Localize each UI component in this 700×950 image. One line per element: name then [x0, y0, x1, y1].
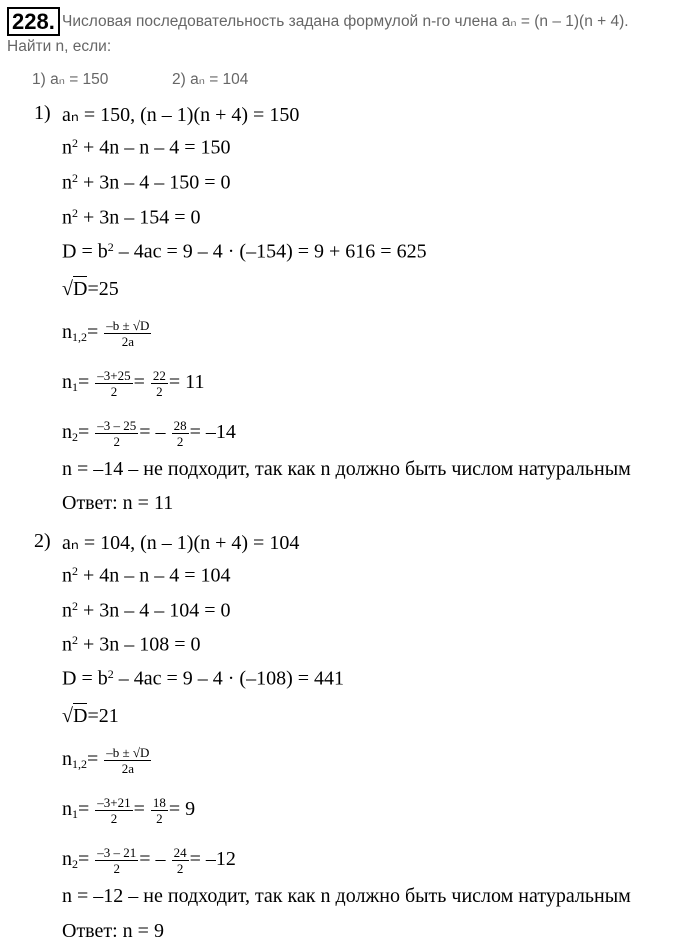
- part2-roots-formula: $n_{1,2}=$ $\frac{-b \pm √D}{2a}$: [62, 745, 150, 776]
- formula-fraction: $\frac{-b \pm √D}{2a}$: [106, 318, 150, 349]
- part2-reject-note: n = –12 – не подходит, так как n должно быть числом натуральным: [62, 885, 631, 907]
- part1-discriminant: $D = b^2 - 4ac = 9 - 4 \cdot (-154) = 9 + 616 = 625$: [62, 240, 427, 263]
- part1-line-simplify: $n^2 + 3n - 4 - 150 = 0$: [62, 171, 231, 194]
- problem-number: 228.: [7, 7, 60, 36]
- part2-line-expand: $n^2 + 4n - n - 4 = 104$: [62, 564, 231, 587]
- part1-answer: Ответ: n = 11: [62, 492, 174, 514]
- problem-option-2: 2) aₙ = 104: [172, 71, 249, 88]
- part2-sqrt-discriminant: √D=21: [62, 705, 119, 727]
- part1-sqrt-discriminant: √D=25: [62, 278, 119, 300]
- problem-option-1: 1) aₙ = 150: [32, 71, 109, 88]
- part1-line-expand: $n^2 + 4n - n - 4 = 150$: [62, 136, 231, 159]
- part2-label: 2): [34, 530, 51, 552]
- part1-equation: aₙ = 150, (n – 1)(n + 4) = 150: [62, 104, 300, 126]
- part1-root-1: $n_1=$ $\frac{-3+25}{2}$ = $\frac{22}{2}$ = 11: [62, 368, 205, 399]
- part2-discriminant: $D = b^2 - 4ac = 9 - 4 \cdot (-108) = 441$: [62, 667, 345, 690]
- sqrt-icon: √: [62, 278, 73, 300]
- part2-equation: aₙ = 104, (n – 1)(n + 4) = 104: [62, 532, 300, 554]
- part2-line-quadratic: $n^2 + 3n - 108 = 0$: [62, 633, 201, 656]
- part2-root-2: $n_2=$ $\frac{-3 - 21}{2}$ = – $\frac{24}{2}$ = –12: [62, 845, 236, 876]
- formula-fraction: $\frac{-b \pm √D}{2a}$: [106, 745, 150, 776]
- sqrt-icon: √: [62, 705, 73, 727]
- problem-statement-line2: Найти n, если:: [7, 38, 112, 55]
- part1-line-quadratic: $n^2 + 3n - 154 = 0$: [62, 206, 201, 229]
- part2-line-simplify: $n^2 + 3n - 4 - 104 = 0$: [62, 599, 231, 622]
- problem-statement-line1: Числовая последовательность задана формулой n-го члена aₙ = (n – 1)(n + 4).: [62, 13, 629, 30]
- part2-answer: Ответ: n = 9: [62, 920, 164, 942]
- part1-roots-formula: $n_{1,2}=$ $\frac{-b \pm √D}{2a}$: [62, 318, 150, 349]
- part1-root-2: $n_2=$ $\frac{-3 - 25}{2}$ = – $\frac{28}{2}$ = –14: [62, 418, 236, 449]
- part1-reject-note: n = –14 – не подходит, так как n должно быть числом натуральным: [62, 458, 631, 480]
- part2-root-1: $n_1=$ $\frac{-3+21}{2}$ = $\frac{18}{2}$ = 9: [62, 795, 196, 826]
- part1-label: 1): [34, 102, 51, 124]
